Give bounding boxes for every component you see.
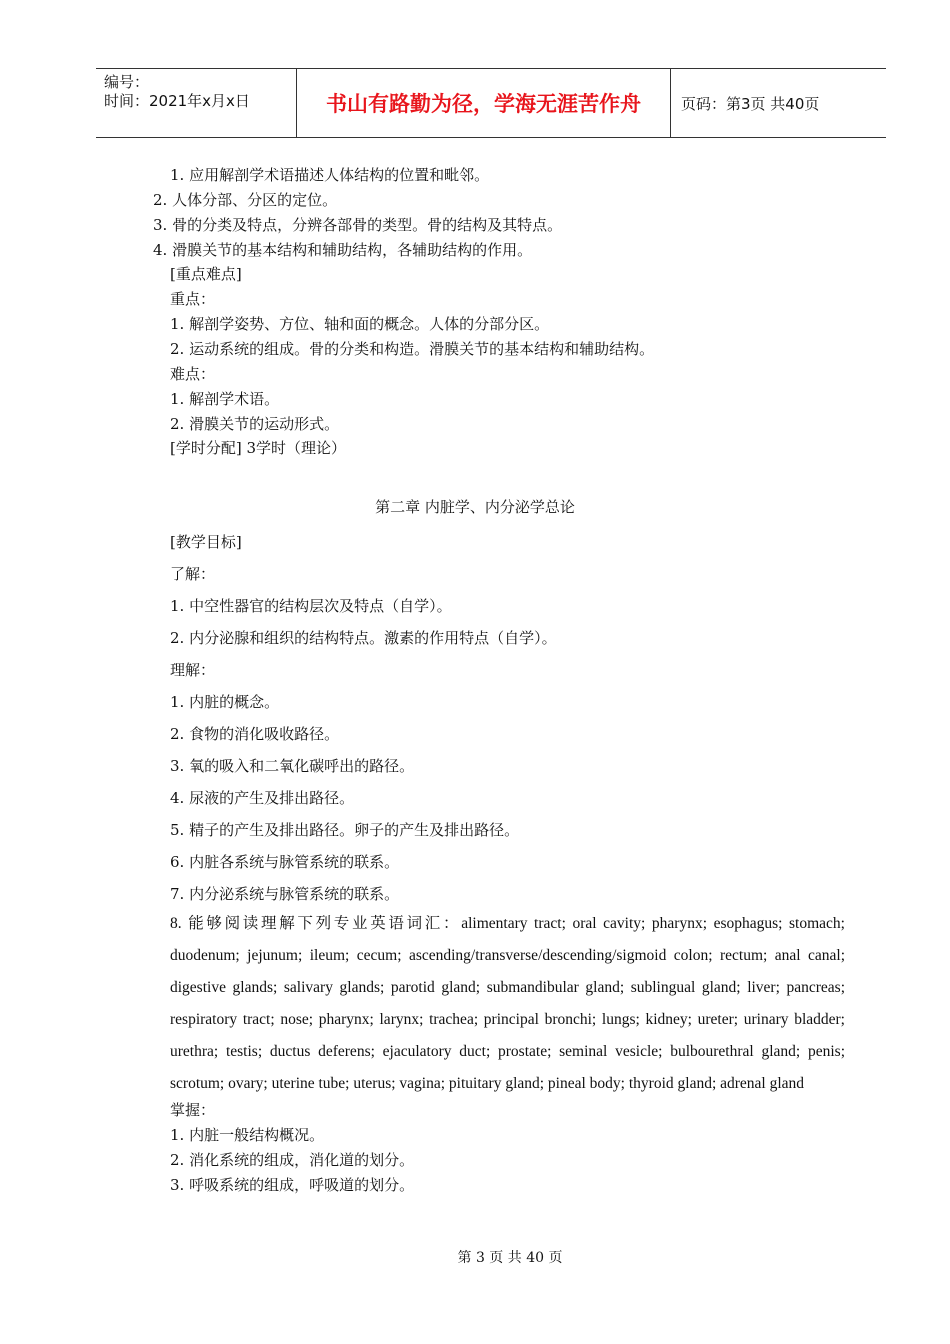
master-label: 掌握： <box>170 1101 216 1119</box>
understand-item: 3. 氧的吸入和二氧化碳呼出的路径。 <box>170 757 415 775</box>
understand-item: 1. 内脏的概念。 <box>170 693 280 711</box>
understand-item: 7. 内分泌系统与脉管系统的联系。 <box>170 885 400 903</box>
serial-label: 编号： <box>104 73 150 91</box>
key-label: 重点： <box>170 290 216 308</box>
objective-item: 1. 应用解剖学术语描述人体结构的位置和毗邻。 <box>170 166 490 184</box>
english-vocabulary-paragraph <box>136 908 845 1100</box>
time-label: 时间：2021年x月x日 <box>104 92 250 110</box>
header-motto: 书山有路勤为径，学海无涯苦作舟 <box>326 92 641 116</box>
difficult-label: 难点： <box>170 365 216 383</box>
header-divider <box>670 69 671 137</box>
understand-item: 4. 尿液的产生及排出路径。 <box>170 789 355 807</box>
know-item: 1. 中空性器官的结构层次及特点（自学）。 <box>170 597 452 615</box>
key-points-heading: [重点难点] <box>170 265 242 283</box>
hours-allocation: [学时分配] 3学时（理论） <box>170 439 347 457</box>
header-meta <box>104 73 250 111</box>
master-item: 2. 消化系统的组成，消化道的划分。 <box>170 1151 415 1169</box>
english-vocabulary-text: 8. 能够阅读理解下列专业英语词汇：alimentary tract; oral cavity; pharynx; esophagus; stomach; duodenum; jejunum; ileum; cecum; ascending/transverse/descending/sigmoid colon; rectum; anal canal; digestive glands; salivary glands; parotid gland; submandibular gland; sublingual gland; liver; pancreas; respiratory tract; nose; pharynx; larynx; trachea; principal bronchi; lungs; kidney; ureter; urinary bladder; urethra; testis; ductus deferens; ejaculatory duct; prostate; seminal vesicle; bulbourethral gland; penis; scrotum; ovary; uterine tube; uterus; vagina; pituitary gland; pineal body; thyroid gland; adrenal gland <box>170 915 845 1092</box>
understand-item: 6. 内脏各系统与脉管系统的联系。 <box>170 853 400 871</box>
goals-heading: [教学目标] <box>170 533 242 551</box>
objective-item: 3. 骨的分类及特点，分辨各部骨的类型。骨的结构及其特点。 <box>153 216 563 234</box>
page-footer: 第 3 页 共 40 页 <box>457 1250 563 1266</box>
key-item: 1. 解剖学姿势、方位、轴和面的概念。人体的分部分区。 <box>170 315 550 333</box>
objective-item: 2. 人体分部、分区的定位。 <box>153 191 338 209</box>
know-item: 2. 内分泌腺和组织的结构特点。激素的作用特点（自学）。 <box>170 629 557 647</box>
understand-item: 5. 精子的产生及排出路径。卵子的产生及排出路径。 <box>170 821 520 839</box>
chapter-title: 第二章 内脏学、内分泌学总论 <box>375 498 575 516</box>
master-item: 3. 呼吸系统的组成，呼吸道的划分。 <box>170 1176 415 1194</box>
know-label: 了解： <box>170 565 216 583</box>
master-item: 1. 内脏一般结构概况。 <box>170 1126 325 1144</box>
objective-item: 4. 滑膜关节的基本结构和辅助结构，各辅助结构的作用。 <box>153 241 533 259</box>
page-header <box>96 68 886 138</box>
difficult-item: 1. 解剖学术语。 <box>170 390 280 408</box>
understand-label: 理解： <box>170 661 216 679</box>
difficult-item: 2. 滑膜关节的运动形式。 <box>170 415 340 433</box>
header-page-info: 页码：第3页 共40页 <box>681 94 820 113</box>
understand-item: 2. 食物的消化吸收路径。 <box>170 725 340 743</box>
key-item: 2. 运动系统的组成。骨的分类和构造。滑膜关节的基本结构和辅助结构。 <box>170 340 655 358</box>
